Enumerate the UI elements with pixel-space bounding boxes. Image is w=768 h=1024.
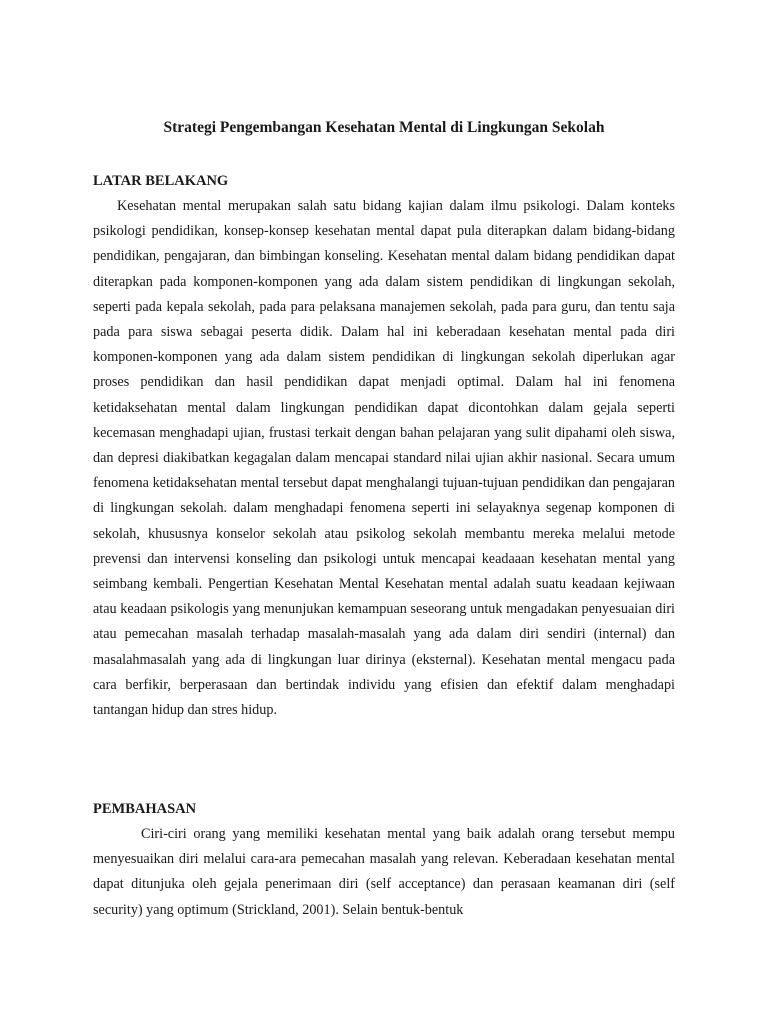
- paragraph-pembahasan: Ciri-ciri orang yang memiliki kesehatan mental yang baik adalah orang tersebut mempu menyesuaikan diri melalui cara-ara pemecahan masalah yang relevan. Keberadaan kesehatan mental dapat ditunjuka oleh gejala penerimaan diri (self acceptance) dan perasaan keamanan diri (self security) yang optimum (Strickland, 2001). Selain bentuk-bentuk: [93, 826, 675, 918]
- paragraph-latar-belakang: Kesehatan mental merupakan salah satu bidang kajian dalam ilmu psikologi. Dalam konteks psikologi pendidikan, konsep-konsep kesehatan mental dapat pula diterapkan dalam bidang-bidang pendidikan, pengajaran, dan bimbingan konseling. Kesehatan mental dalam bidang pendidikan dapat diterapkan pada komponen-komponen yang ada dalam sistem pendidikan di lingkungan sekolah, seperti pada kepala sekolah, pada para pelaksana manajemen sekolah, pada para guru, dan tentu saja pada para siswa sebagai peserta didik. Dalam hal ini keberadaan kesehatan mental pada diri komponen-komponen yang ada dalam sistem pendidikan di lingkungan sekolah diperlukan agar proses pendidikan dan hasil pendidikan dapat menjadi optimal. Dalam hal ini fenomena ketidaksehatan mental dalam lingkungan pendidikan dapat dicontohkan dalam gejala seperti kecemasan menghadapi ujian, frustasi terkait dengan bahan pelajaran yang sulit dipahami oleh siswa, dan depresi diakibatkan kegagalan dalam mencapai standard nilai ujian akhir nasional. Secara umum fenomena ketidaksehatan mental tersebut dapat menghalangi tujuan-tujuan pendidikan dan pengajaran di lingkungan sekolah. dalam menghadapi fenomena seperti ini selayaknya segenap komponen di sekolah, khususnya konselor sekolah atau psikolog sekolah membantu mereka melalui metode prevensi dan intervensi konseling dan psikologi untuk mencapai keadaaan kesehatan mental yang seimbang kembali. Pengertian Kesehatan Mental Kesehatan mental adalah suatu keadaan kejiwaan atau keadaan psikologis yang menunjukan kemampuan seseorang untuk mengadakan penyesuaian diri atau pemecahan masalah terhadap masalah-masalah yang ada dalam diri sendiri (internal) dan masalahmasalah yang ada di lingkungan luar dirinya (eksternal). Kesehatan mental mengacu pada cara berfikir, berperasaan dan bertindak individu yang efisien dan efektif dalam menghadapi tantangan hidup dan stres hidup.: [93, 198, 675, 719]
- document-page: [93, 0, 675, 1024]
- document-title: Strategi Pengembangan Kesehatan Mental di Lingkungan Sekolah: [163, 119, 605, 136]
- section-heading-latar-belakang: LATAR BELAKANG: [93, 173, 229, 189]
- section-heading-pembahasan: PEMBAHASAN: [93, 801, 197, 817]
